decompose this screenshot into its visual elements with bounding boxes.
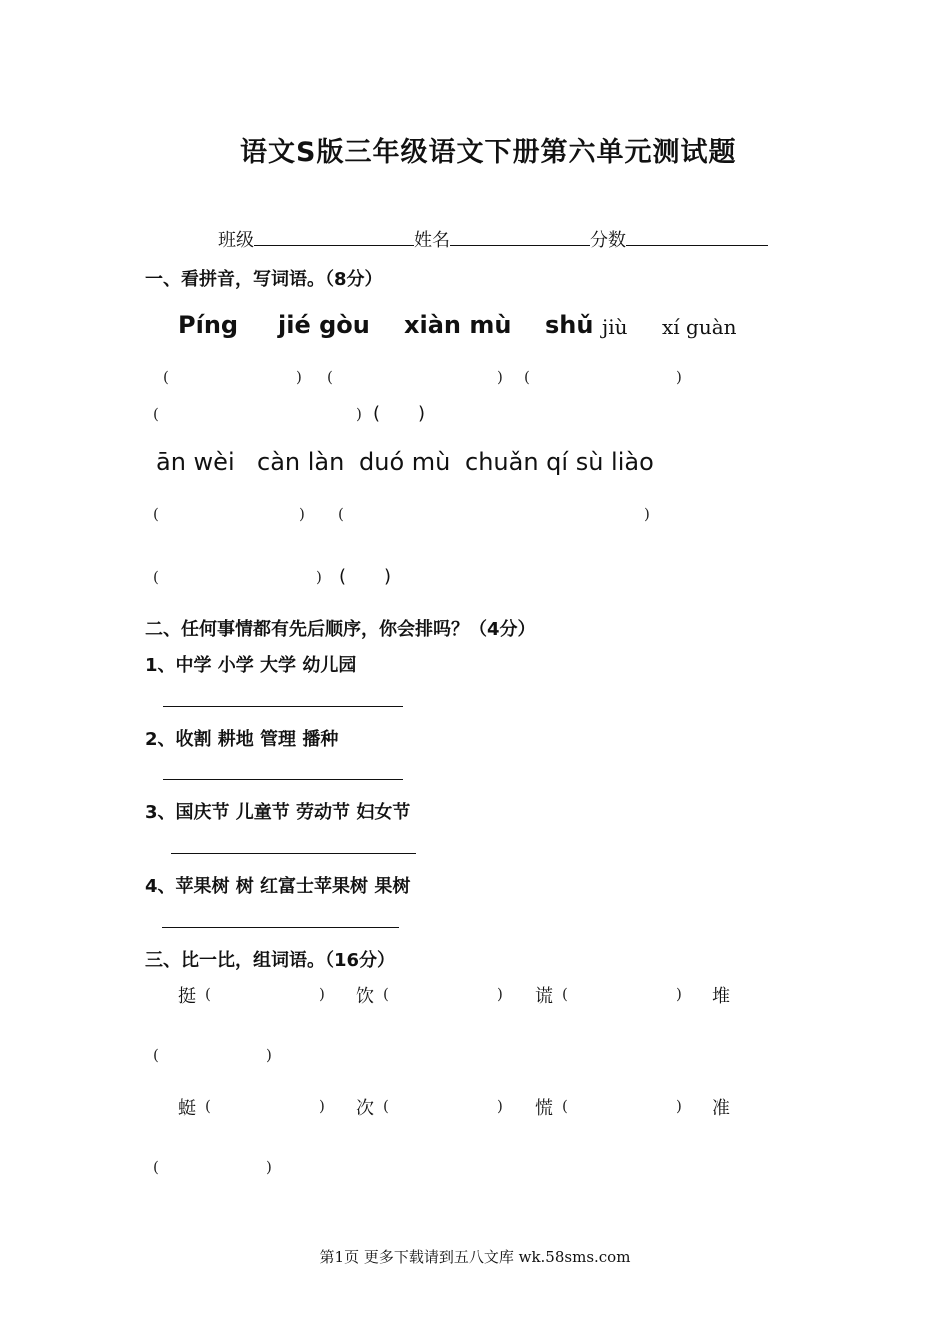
pinyin-item: ān wèi <box>156 448 235 476</box>
answer-blank[interactable]: ( <box>562 985 568 1003</box>
pinyin-item: jiù <box>602 315 628 339</box>
answer-blank-close: ) <box>266 1158 272 1176</box>
section2-heading: 二、任何事情都有先后顺序，你会排吗？（4分） <box>145 619 536 640</box>
answer-blank[interactable]: ( <box>153 1158 159 1176</box>
char-item: 准 <box>712 1098 730 1119</box>
answer-line[interactable] <box>163 706 403 707</box>
pinyin-item: jié gòu <box>278 311 370 339</box>
char-item: 蜓 <box>178 1098 196 1119</box>
answer-blank[interactable]: ( <box>338 505 344 523</box>
char-item: 饮 <box>356 986 374 1007</box>
char-item: 堆 <box>712 986 730 1007</box>
pinyin-item: shǔ <box>545 311 594 339</box>
answer-blank[interactable]: ( <box>524 368 530 386</box>
answer-blank[interactable]: ( <box>153 505 159 523</box>
pinyin-item: chuǎn qí sù liào <box>465 448 654 476</box>
order-question: 2、收割 耕地 管理 播种 <box>145 729 339 750</box>
page-footer: 第1页 更多下载请到五八文库 wk.58sms.com <box>319 1248 631 1266</box>
char-item: 谎 <box>535 986 553 1007</box>
answer-blank[interactable]: ( <box>383 1097 389 1115</box>
answer-line[interactable] <box>171 853 416 854</box>
name-label: 姓名 <box>414 230 450 251</box>
order-question: 4、苹果树 树 红富士苹果树 果树 <box>145 876 411 897</box>
answer-blank-close: ) <box>676 1097 682 1115</box>
score-blank[interactable] <box>626 227 768 246</box>
section1-heading: 一、看拼音，写词语。（8分） <box>145 269 383 290</box>
page-title: 语文S版三年级语文下册第六单元测试题 <box>240 137 737 168</box>
answer-blank-close: ) <box>319 1097 325 1115</box>
answer-blank-close: ) <box>418 403 426 424</box>
answer-blank[interactable]: ( <box>562 1097 568 1115</box>
answer-blank-close: ) <box>356 405 362 423</box>
answer-blank[interactable]: ( <box>205 985 211 1003</box>
answer-blank[interactable]: ( <box>153 1046 159 1064</box>
student-info-line <box>218 226 768 252</box>
answer-blank[interactable]: ( <box>205 1097 211 1115</box>
pinyin-item: duó mù <box>359 448 451 476</box>
pinyin-item: càn làn <box>257 448 345 476</box>
answer-line[interactable] <box>162 927 399 928</box>
class-blank[interactable] <box>254 227 414 246</box>
answer-blank-close: ) <box>497 985 503 1003</box>
char-item: 挺 <box>178 986 196 1007</box>
order-question: 3、国庆节 儿童节 劳动节 妇女节 <box>145 802 411 823</box>
answer-blank-close: ) <box>296 368 302 386</box>
name-blank[interactable] <box>450 227 590 246</box>
answer-blank[interactable]: ( <box>153 405 159 423</box>
answer-blank-close: ) <box>497 1097 503 1115</box>
answer-blank-close: ) <box>384 566 392 587</box>
answer-blank-close: ) <box>644 505 650 523</box>
section3-heading: 三、比一比，组词语。（16分） <box>145 950 396 971</box>
answer-blank-close: ) <box>676 368 682 386</box>
score-label: 分数 <box>590 230 626 251</box>
pinyin-item: xiàn mù <box>404 311 512 339</box>
answer-blank-close: ) <box>316 568 322 586</box>
pinyin-item: xí guàn <box>662 315 737 339</box>
answer-blank[interactable]: ( <box>153 568 159 586</box>
order-question: 1、中学 小学 大学 幼儿园 <box>145 655 357 676</box>
class-label: 班级 <box>218 230 254 251</box>
answer-blank[interactable]: ( <box>339 566 347 587</box>
answer-blank[interactable]: ( <box>373 403 381 424</box>
answer-blank[interactable]: ( <box>383 985 389 1003</box>
answer-blank-close: ) <box>266 1046 272 1064</box>
answer-blank-close: ) <box>299 505 305 523</box>
answer-blank-close: ) <box>497 368 503 386</box>
pinyin-item: Píng <box>178 311 239 339</box>
answer-blank[interactable]: ( <box>163 368 169 386</box>
char-item: 次 <box>356 1098 374 1119</box>
char-item: 慌 <box>535 1098 553 1119</box>
answer-blank-close: ) <box>676 985 682 1003</box>
answer-blank-close: ) <box>319 985 325 1003</box>
answer-blank[interactable]: ( <box>327 368 333 386</box>
answer-line[interactable] <box>163 779 403 780</box>
